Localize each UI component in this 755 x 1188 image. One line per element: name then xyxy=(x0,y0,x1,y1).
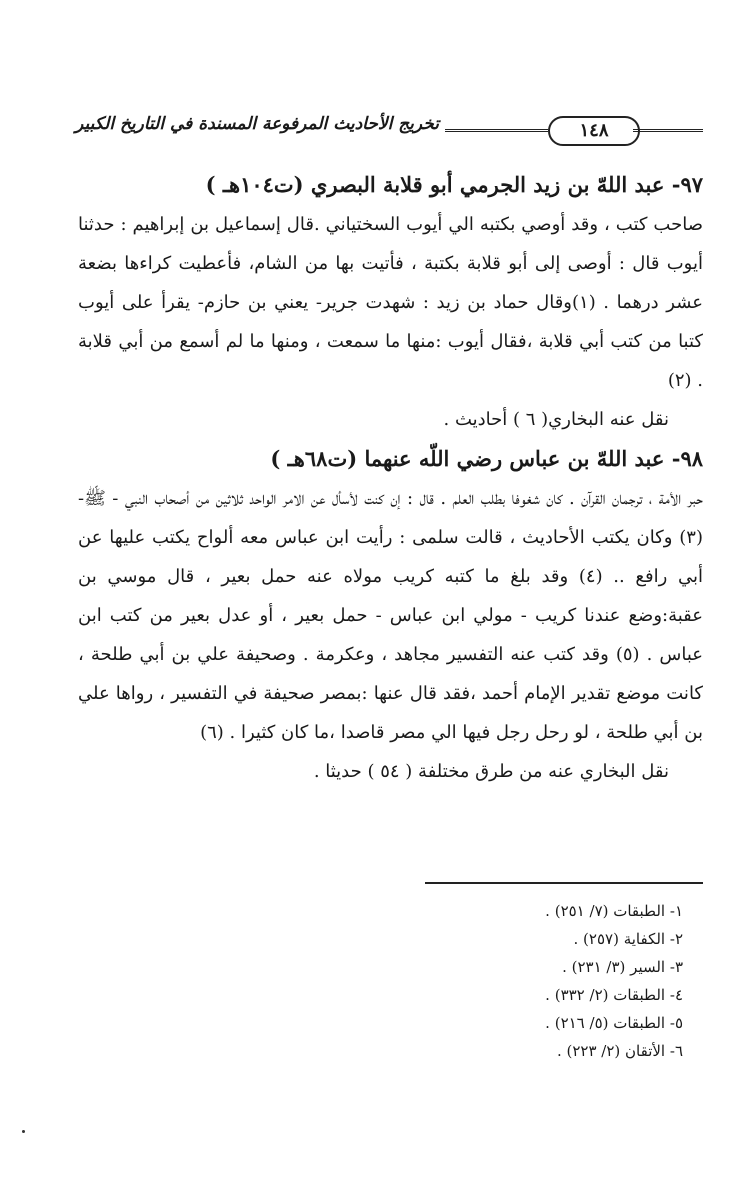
scan-speck xyxy=(22,1130,25,1133)
section-97-paragraph: صاحب كتب ، وقد أوصي بكتبه الي أيوب السختياني .قال إسماعيل بن إبراهيم : حدثنا أيوب قال : أوصى إلى أبو قلابة بكتبة ، فأتيت بها من الشام، فأعطيت كراءها بضعة عشر درهما . (١)وقال حماد بن زيد : شهدت جرير- يعني بن حازم- يقرأ على أيوب كتبا من كتب أبي قلابة ،فقال أيوب :منها ما سمعت ، ومنها ما لم أسمع من أبي قلابة . (٢) xyxy=(78,214,704,391)
footnote-item: ٥- الطبقات (٥/ ٢١٦) . xyxy=(545,1014,683,1032)
page-number: ١٤٨ xyxy=(548,116,640,146)
footnotes xyxy=(380,897,703,1065)
running-title: تخريج الأحاديث المرفوعة المسندة في التاريخ الكبير xyxy=(69,114,445,134)
section-97-note: نقل عنه البخاري( ٦ ) أحاديث . xyxy=(443,409,669,430)
footnote-item: ٣- السير (٣/ ٢٣١) . xyxy=(562,958,683,976)
section-98-heading: ٩٨- عبد اللهّ بن عباس رضي اللّه عنهما (ت٦٨هـ ) xyxy=(270,446,703,471)
header-rule-right xyxy=(633,129,703,132)
footnote-item: ٢- الكفاية (٢٥٧) . xyxy=(573,930,683,948)
footnote-item: ١- الطبقات (٧/ ٢٥١) . xyxy=(545,902,683,920)
main-text xyxy=(78,165,703,791)
footnote-separator xyxy=(425,882,703,884)
footnote-item: ٦- الأتقان (٢/ ٢٢٣) . xyxy=(556,1042,683,1060)
section-98-note: نقل البخاري عنه من طرق مختلفة ( ٥٤ ) حديثا . xyxy=(313,761,669,782)
page-header xyxy=(75,112,703,148)
footnote-item: ٤- الطبقات (٢/ ٣٣٢) . xyxy=(545,986,683,1004)
section-98-paragraph: حبر الأمة ، ترجمان القرآن . كان شغوفا بطلب العلم . قال : إن كنت لأسأل عن الامر الواحد ثلاثين من أصحاب النبي - ﷺ- (٣) وكان يكتب الأحاديث ، قالت سلمى : رأيت ابن عباس معه ألواح يكتب عليها عن أبي رافع .. (٤) وقد بلغ ما كتبه كريب مولاه عنه حمل بعير ، قال موسي بن عقبة:وضع عندنا كريب - مولي ابن عباس - حمل بعير ، أو عدل بعير من كتب ابن عباس . (٥) وقد كتب عنه التفسير مجاهد ، وعكرمة . وصحيفة علي بن أبي طلحة ، كانت موضع تقدير الإمام أحمد ،فقد قال عنها :بمصر صحيفة في التفسير ، رواها علي بن أبي طلحة ، لو رحل رجل فيها الي مصر قاصدا ،ما كان كثيرا . (٦) xyxy=(78,488,703,743)
section-97-heading: ٩٧- عبد اللهّ بن زيد الجرمي أبو قلابة البصري (ت١٠٤هـ ) xyxy=(205,172,703,197)
